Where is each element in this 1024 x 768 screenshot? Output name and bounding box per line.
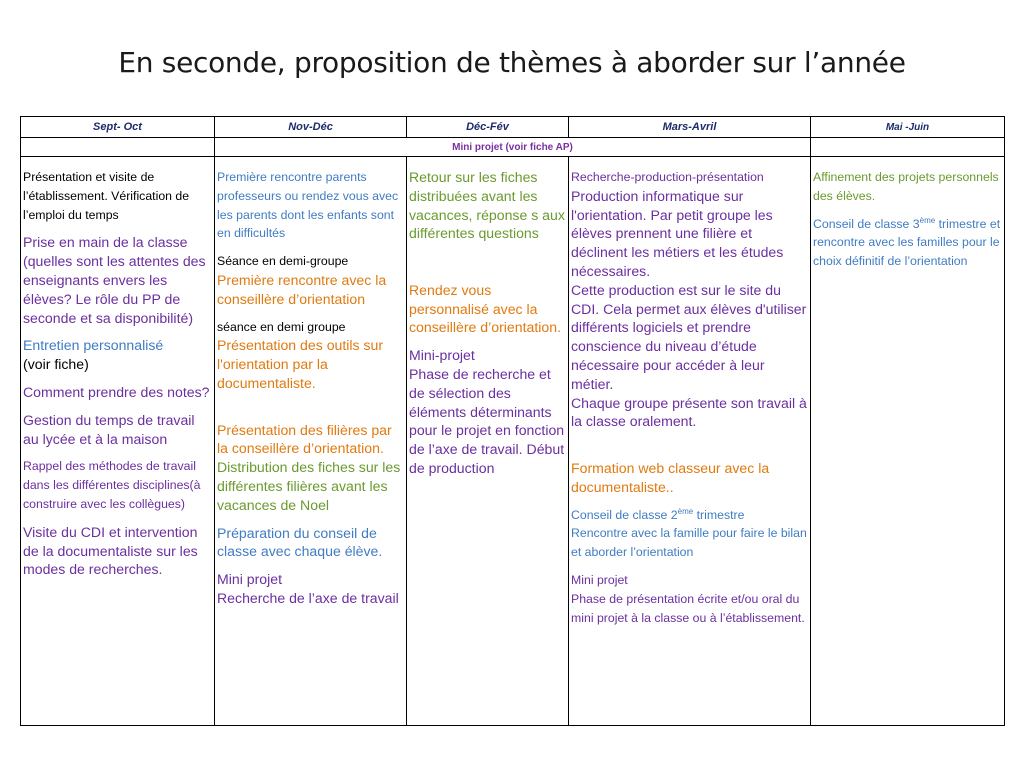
text-seance-demi-groupe-2: séance en demi groupe: [217, 319, 346, 334]
column-header-sept-oct: Sept- Oct: [21, 117, 215, 138]
text-distribution-fiches: Distribution des fiches sur les différentes filières avant les vacances de Noel: [217, 459, 401, 513]
text-groupe-presente: Chaque groupe présente son travail à la classe oralement.: [571, 394, 807, 430]
cell-sept-oct: [21, 157, 215, 726]
column-header-nov-dec: Nov-Déc: [215, 117, 407, 138]
cell-mars-avril: [569, 157, 811, 726]
text-rencontre-parents: Première rencontre parents professeurs ou rendez vous avec les parents dont les enfants sont en difficultés: [217, 170, 399, 241]
mini-projet-empty-cell: [21, 138, 215, 157]
text-recherche-production: Recherche-production-présentation: [571, 170, 764, 184]
text-conseil-classe-2: Conseil de classe 2ème trimestre: [571, 506, 745, 522]
text-rencontre-famille: Rencontre avec la famille pour faire le bilan et aborder l’orientation: [571, 526, 807, 560]
text-formation-web-classeur: Formation web classeur avec la documentaliste..: [571, 459, 770, 495]
cell-nov-dec: [215, 157, 407, 726]
year-plan-table: [20, 116, 1005, 726]
text-phase-recherche: Phase de recherche et de sélection des éléments déterminants pour le projet en fonction de l’axe de travail. Début de production: [409, 365, 565, 476]
cell-mai-juin: [811, 157, 1005, 726]
text-visite-cdi: Visite du CDI et intervention de la documentaliste sur les modes de recherches.: [23, 523, 198, 578]
table-header-row: [21, 117, 1005, 138]
text-presentation-outils: Présentation des outils sur l'orientation par la documentaliste.: [217, 337, 384, 391]
text-mini-projet-label: Mini projet: [571, 572, 628, 587]
text-conseil-classe-3: Conseil de classe 3ème trimestre et rencontre avec les familles pour le choix définitif de l’orientation: [813, 215, 1001, 269]
text-production-informatique: Production informatique sur l'orientation. Par petit groupe les élèves prennent une filière et déclinent les métiers et les études nécessaires.: [571, 187, 784, 279]
column-header-mars-avril: Mars-Avril: [569, 117, 811, 138]
text-mini-projet-label: Mini-projet: [409, 347, 475, 364]
content-row: [21, 157, 1005, 726]
mini-projet-row: [21, 138, 1005, 157]
text-retour-fiches: Retour sur les fiches distribuées avant les vacances, réponse s aux différentes questions: [409, 169, 565, 242]
text-recherche-axe: Recherche de l’axe de travail: [217, 589, 399, 606]
text-preparation-conseil: Préparation du conseil de classe avec chaque élève.: [217, 524, 383, 560]
text-prendre-notes: Comment prendre des notes?: [23, 383, 210, 400]
column-header-mai-juin: Mai -Juin: [811, 117, 1005, 138]
text-entretien-personnalise: Entretien personnalisé: [23, 337, 164, 354]
text-gestion-temps: Gestion du temps de travail au lycée et à la maison: [23, 411, 195, 447]
text-site-cdi: Cette production est sur le site du CDI. Cela permet aux élèves d'utiliser différents logiciels et prendre conscience du niveau d’étude nécessaire pour accéder à leur métier.: [571, 281, 807, 392]
text-voir-fiche: (voir fiche): [23, 356, 89, 373]
text-phase-presentation: Phase de présentation écrite et/ou oral du mini projet à la classe ou à l’établissement.: [571, 591, 805, 625]
mini-projet-empty-cell: [811, 138, 1005, 157]
text-seance-demi-groupe-1: Séance en demi-groupe: [217, 254, 349, 269]
column-header-dec-fev: Déc-Fév: [407, 117, 569, 138]
text-presentation-filieres: Présentation des filières par la conseillère d’orientation.: [217, 421, 392, 457]
text-rendez-vous-conseillere: Rendez vous personnalisé avec la conseillère d’orientation.: [409, 281, 561, 336]
text-rencontre-conseillere: Première rencontre avec la conseillère d’orientation: [217, 271, 387, 307]
text-mini-projet-label: Mini projet: [217, 571, 283, 588]
text-presentation-visite: Présentation et visite de l’établissement. Vérification de l’emploi du temps: [23, 170, 190, 222]
cell-dec-fev: [407, 157, 569, 726]
text-prise-en-main: Prise en main de la classe (quelles sont les attentes des enseignants envers les élèves? Le rôle du PP de seconde et sa disponibilité): [23, 234, 206, 326]
mini-projet-label: Mini projet (voir fiche AP): [215, 138, 811, 157]
text-affinement-projets: Affinement des projets personnels des élèves.: [813, 170, 999, 203]
page-title: En seconde, proposition de thèmes à aborder sur l’année: [118, 46, 906, 79]
text-rappel-methodes: Rappel des méthodes de travail dans les différentes disciplines(à construire avec les collègues): [23, 459, 201, 511]
